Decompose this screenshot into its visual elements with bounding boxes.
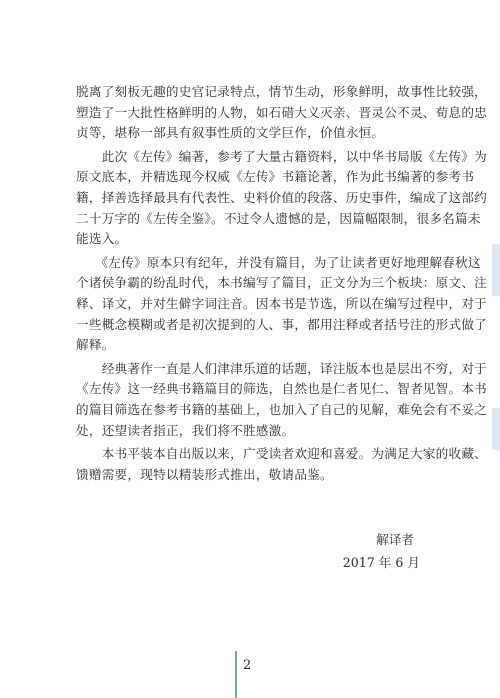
text-line: 处，还望读者指正，我们将不胜感激。 xyxy=(76,422,295,438)
paragraph-2 xyxy=(76,147,487,250)
side-tab-marker xyxy=(492,408,500,450)
text-line: 塑造了一大批性格鲜明的人物，如石碏大义灭亲、晋灵公不灵、荀息的忠 xyxy=(76,104,487,120)
text-line: 的篇目筛选在参考书籍的基础上，也加入了自己的见解，难免会有不妥之 xyxy=(76,401,487,417)
text-line: 能选入。 xyxy=(76,231,128,247)
text-line: 籍，择善选择最具有代表性、史料价值的段落、历史事件，编成了这部约 xyxy=(76,189,487,205)
text-line: 一些概念模糊或者是初次提到的人、事，都用注释或者括号注的形式做了 xyxy=(76,316,487,332)
paragraph-1 xyxy=(76,82,487,144)
text-line: 原文底本，并精选现今权威《左传》书籍论著，作为此书编著的参考书 xyxy=(76,169,475,185)
paragraph-3 xyxy=(76,253,487,356)
page-number: 2 xyxy=(243,658,252,673)
text-line: 经典著作一直是人们津津乐道的话题，译注版本也是层出不穷，对于 xyxy=(76,360,487,376)
text-line: 此次《左传》编著，参考了大量古籍资料，以中华书局版《左传》为 xyxy=(76,148,487,164)
text-line: 二十万字的《左传全鉴》。不过令人遗憾的是，因篇幅限制，很多名篇未 xyxy=(76,210,481,226)
paragraph-5 xyxy=(76,444,487,485)
text-line: 《左传》原本只有纪年，并没有篇目，为了让读者更好地理解春秋这 xyxy=(76,254,481,270)
text-line: 本书平装本自出版以来，广受读者欢迎和喜爱。为满足大家的收藏、 xyxy=(76,446,487,462)
text-line: 贞等，堪称一部具有叙事性质的文学巨作，价值永恒。 xyxy=(76,125,385,141)
text-line: 释、译文，并对生僻字词注音。因本书是节选，所以在编写过程中，对于 xyxy=(76,295,487,311)
text-line: 个诸侯争霸的纷乱时代，本书编写了篇目，正文分为三个板块：原文、注 xyxy=(76,275,487,291)
text-line: 脱离了刻板无趣的史官记录特点，情节生动，形象鲜明，故事性比较强， xyxy=(76,84,487,99)
signoff-date: 2017 年 6 月 xyxy=(342,555,420,570)
text-line: 解释。 xyxy=(76,337,115,353)
footer-rule xyxy=(235,651,237,698)
side-tab-marker xyxy=(492,244,500,296)
text-line: 馈赠需要，现特以精装形式推出，敬请品鉴。 xyxy=(76,466,333,482)
text-line: 《左传》这一经典书籍篇目的筛选，自然也是仁者见仁、智者见智。本书 xyxy=(76,381,487,397)
paragraph-4 xyxy=(76,359,487,441)
signoff-author: 解译者 xyxy=(376,532,414,547)
preface-body xyxy=(76,82,487,485)
